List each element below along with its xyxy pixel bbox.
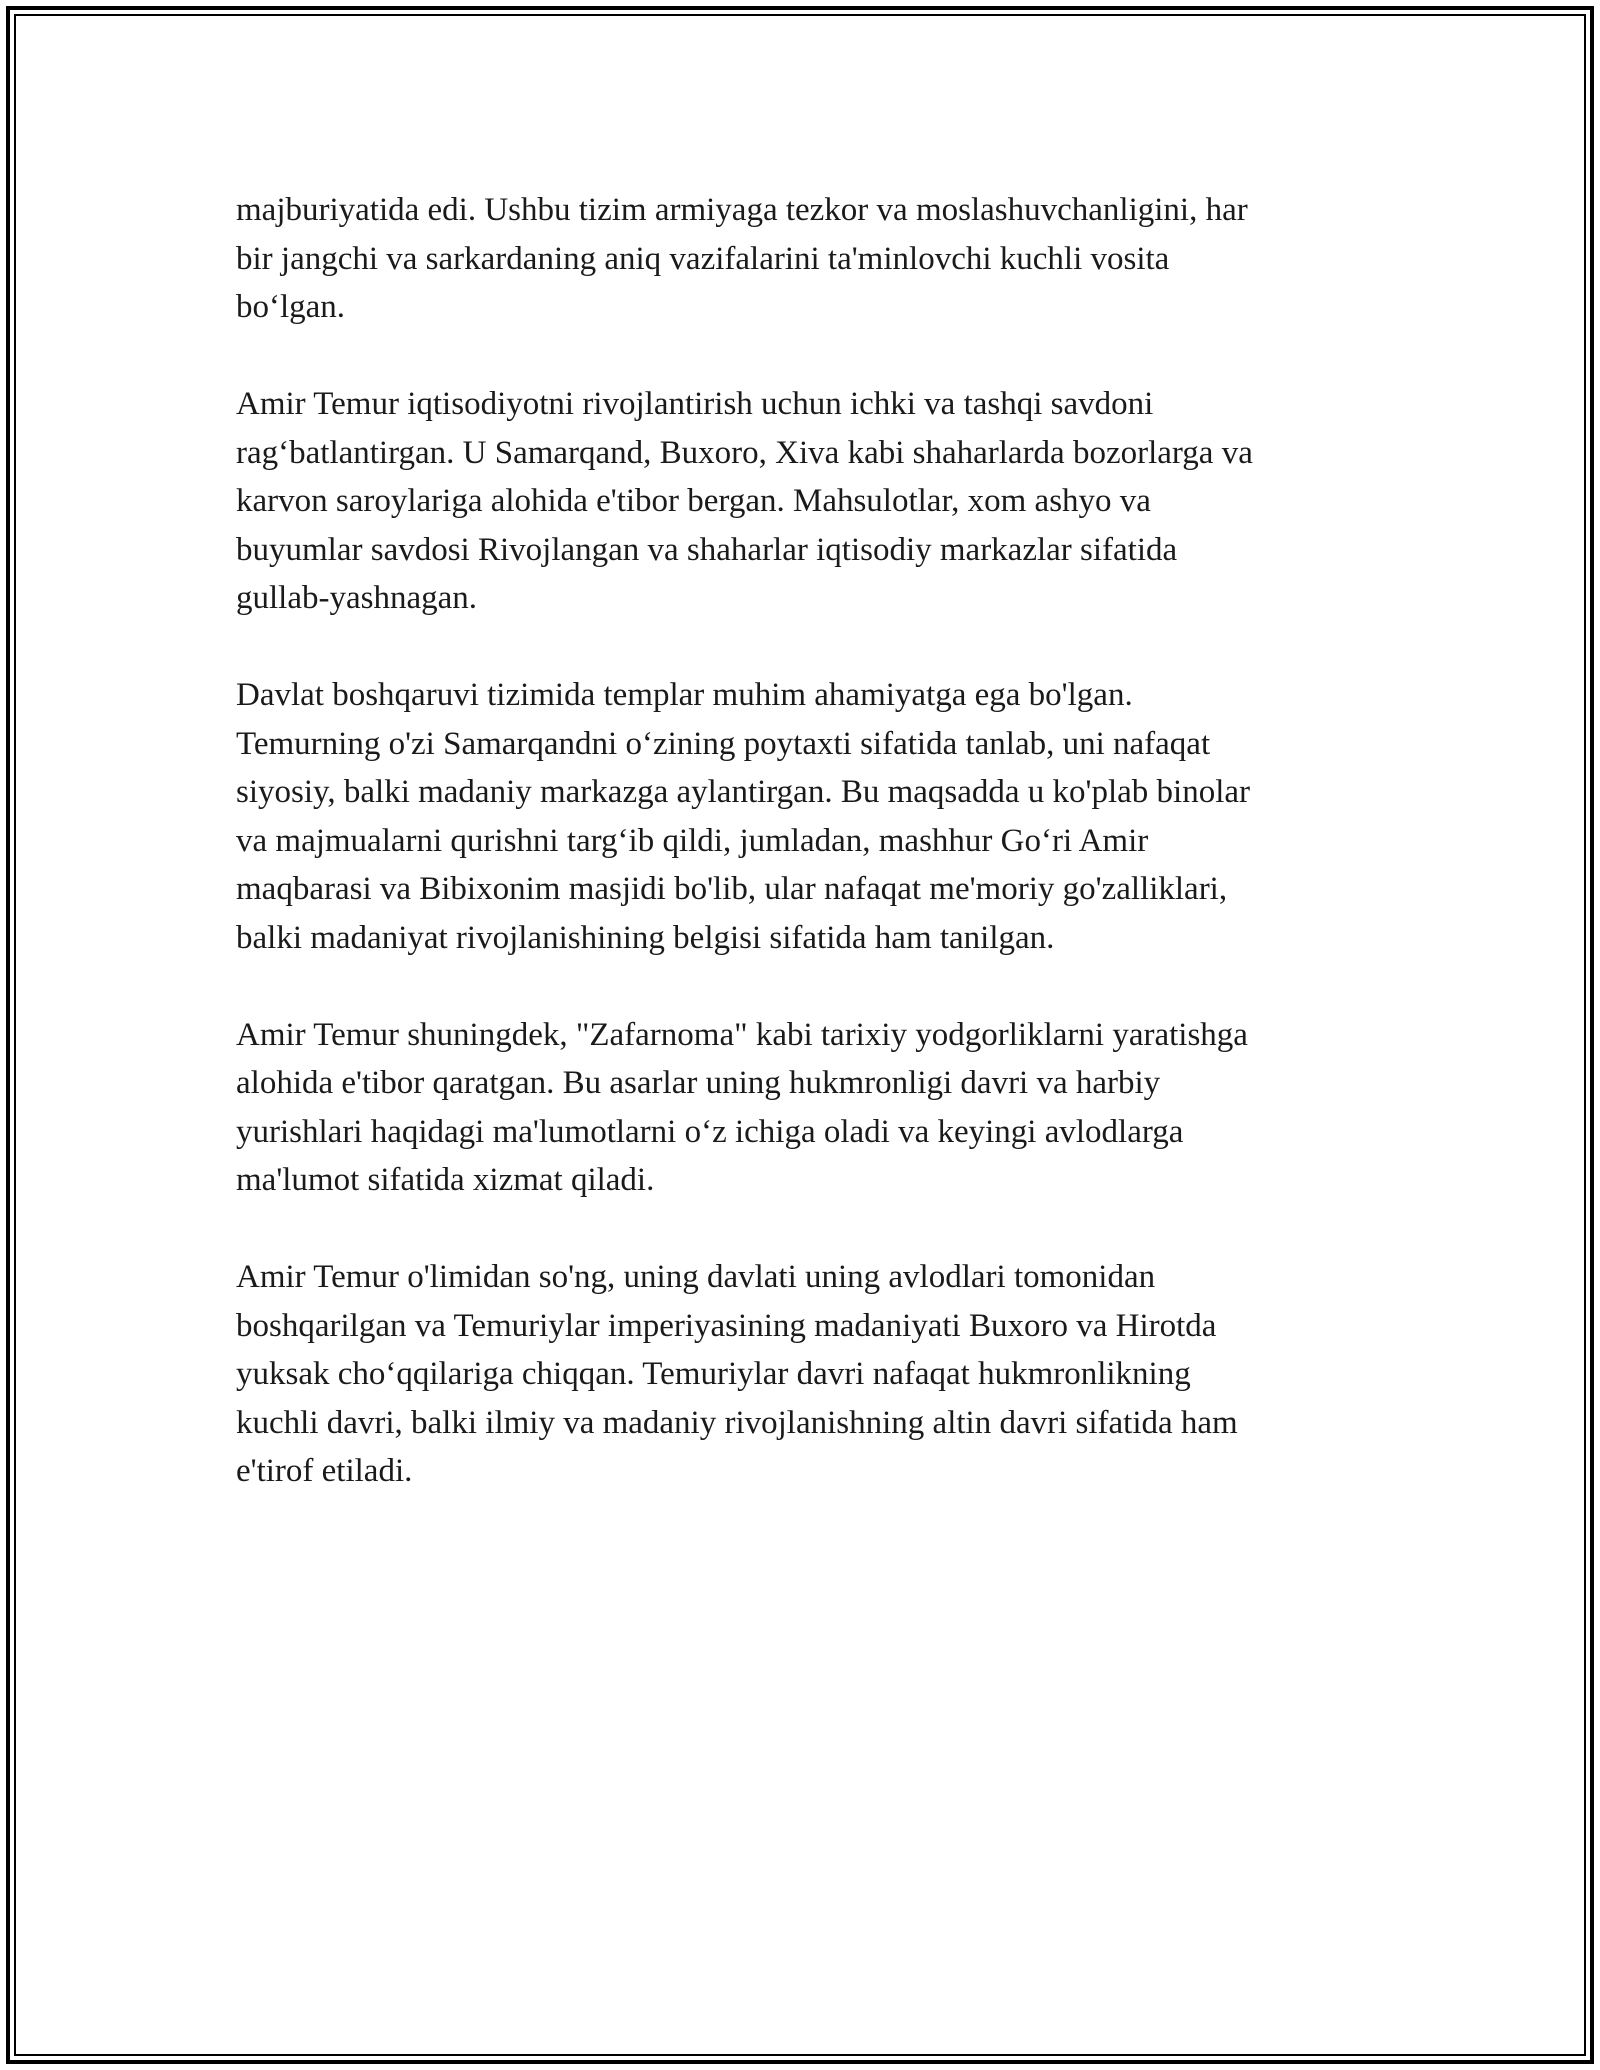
paragraph-timurid-legacy: Amir Temur o'limidan so'ng, uning davlati uning avlodlari tomonidan boshqarilgan va Temuriylar imperiyasining madaniyati Buxoro va Hirotda yuksak cho‘qqilariga chiqqan. Temuriylar davri nafaqat hukmronlikning kuchli davri, balki ilmiy va madaniy rivojlanishning altin davri sifatida ham e'tirof etiladi. [236, 1259, 1238, 1489]
paragraph-zafarnoma: Amir Temur shuningdek, "Zafarnoma" kabi tarixiy yodgorliklarni yaratishga alohida e'tibor qaratgan. Bu asarlar uning hukmronligi davri va harbiy yurishlari haqidagi ma'lumotlarni o‘z ichiga oladi va keyingi avlodlarga ma'lumot sifatida xizmat qiladi. [236, 1016, 1248, 1198]
document-body [236, 186, 1376, 1496]
paragraph-trade-economy: Amir Temur iqtisodiyotni rivojlantirish uchun ichki va tashqi savdoni rag‘batlantirgan. U Samarqand, Buxoro, Xiva kabi shaharlarda bozorlarga va karvon saroylariga alohida e'tibor bergan. Mahsulotlar, xom ashyo va buyumlar savdosi Rivojlangan va shaharlar iqtisodiy markazlar sifatida gullab-yashnagan. [236, 386, 1253, 616]
paragraph-army-system: majburiyatida edi. Ushbu tizim armiyaga tezkor va moslashuvchanligini, har bir jangchi va sarkardaning aniq vazifalarini ta'minlovchi kuchli vosita bo‘lgan. [236, 192, 1248, 325]
paragraph-state-administration: Davlat boshqaruvi tizimida templar muhim ahamiyatga ega bo'lgan. Temurning o'zi Samarqandni o‘zining poytaxti sifatida tanlab, uni nafaqat siyosiy, balki madaniy markazga aylantirgan. Bu maqsadda u ko'plab binolar va majmualarni qurishni targ‘ib qildi, jumladan, mashhur Go‘ri Amir maqbarasi va Bibixonim masjidi bo'lib, ular nafaqat me'moriy go'zalliklari, balki madaniyat rivojlanishining belgisi sifatida ham tanilgan. [236, 677, 1251, 956]
